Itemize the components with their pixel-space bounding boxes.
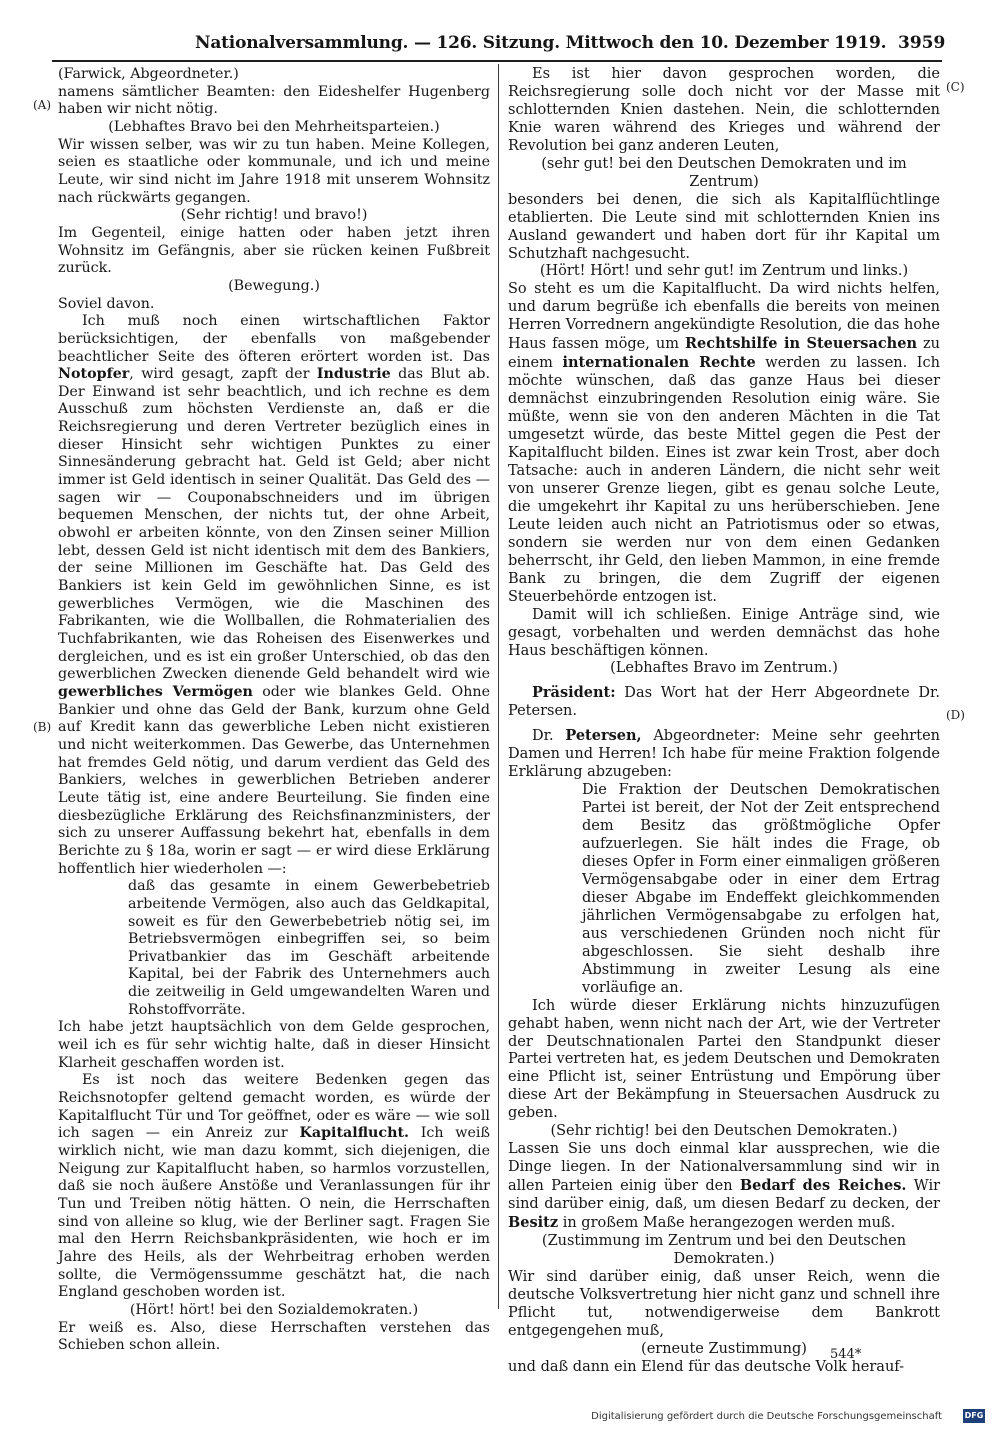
- text-run: zu einem: [508, 336, 940, 372]
- paragraph: Ich habe jetzt hauptsächlich von dem Gelde gesprochen, weil ich es für sehr wichtig halte, daß in dieser Hinsicht Klarheit geschaffen worden ist.: [58, 1019, 490, 1071]
- column-divider: [498, 64, 499, 1309]
- emphasis-industrie: Industrie: [316, 366, 391, 383]
- interjection: (Sehr richtig! und bravo!): [180, 207, 368, 224]
- digitization-credit: Digitalisierung gefördert durch die Deutsche Forschungsgemeinschaft: [591, 1411, 942, 1422]
- emphasis-rechtshilfe: Rechtshilfe in Steuersachen: [685, 335, 917, 353]
- margin-marker-a: (A): [33, 98, 52, 112]
- text-run: Wir sind darüber einig, daß, um diesen Bedarf zu decken, der: [508, 1178, 941, 1213]
- emphasis-gewerbliches-vermoegen: gewerbliches Vermögen: [58, 683, 253, 700]
- emphasis-notopfer: Notopfer: [58, 366, 130, 383]
- page-number: 3959: [898, 33, 946, 53]
- emphasis-internationalen-rechte: internationalen Rechte: [562, 354, 756, 372]
- text-run: Ich weiß wirklich nicht, wie man dazu kommt, sich diejenigen, die Neigung zur Kapitalflucht haben, so harmlos vorzustellen, daß sie noch äußere Anstöße und Veranlassungen für ihr Tun und Treiben nötig hätten. O nein, die Herrschaften sind von alleine so klug, wie der Berliner sagt. Fragen Sie mal den Herrn Reichsbankpräsidenten, wie hoch er im Jahre des Heils, als der Wehrbeitrag erhoben werden sollte, die Vermögenssumme geschätzt hat, die nach England geschoben worden ist.: [58, 1125, 490, 1301]
- block-quote: daß das gesamte in einem Gewerbebetrieb arbeitende Vermögen, also auch das Geldkapital, soweit es für den Gewerbebetrieb nötig sei, im Betriebsvermögen einbegriffen sei, so beim Privatbankier das im Geschäft arbeitende Kapital, bei der Fabrik des Unternehmers auch die zeitweilig in Geld umgewandelten Waren und Rohstoffvorräte.: [128, 878, 490, 1018]
- interjection: (Lebhaftes Bravo im Zentrum.): [610, 660, 838, 677]
- paragraph: Soviel davon.: [58, 295, 155, 312]
- interjection: (Hört! Hört! und sehr gut! im Zentrum und links.): [539, 263, 909, 280]
- interjection: (Sehr richtig! bei den Deutschen Demokraten.): [550, 1123, 898, 1140]
- president-statement: [508, 684, 940, 721]
- text-run: Abgeordneter: Meine sehr geehrten Damen und Herren! Ich habe für meine Fraktion folgende Erklärung abzugeben:: [508, 728, 940, 781]
- paragraph: [508, 281, 940, 606]
- paragraph: Es ist hier davon gesprochen worden, die Reichsregierung solle doch nicht vor der Masse mit schlotternden Knien dastehen. Nein, die schlotternden Knie waren während des Krieges und während der Revolution bei ganz anderen Leuten,: [508, 66, 940, 154]
- text-run: , wird gesagt, zapft der: [129, 366, 317, 383]
- header-rule: [52, 60, 942, 62]
- text-run: So steht es um die Kapitalflucht. Da wird nichts helfen, und darum begrüße ich ebenfalls die bereits von meinen Herren Vorrednern angekündigte Resolution, die das hohe Haus fassen möge, um: [508, 281, 941, 353]
- interjection: (Zustimmung im Zentrum und bei den Deutschen Demokraten.): [541, 1233, 907, 1267]
- paragraph: besonders bei denen, die sich als Kapitalflüchtlinge etablierten. Die Leute sind mit schlotternden Knien ins Ausland gewandert und haben dort für ihr Kapital um Schutzhaft nachgesucht.: [508, 191, 940, 262]
- speaker-continuation-label: (Farwick, Abgeordneter.): [58, 66, 239, 82]
- speaker-intro: [508, 727, 940, 782]
- interjection: (Hört! hört! bei den Sozialdemokraten.): [129, 1301, 419, 1318]
- text-run: in großem Maße herangezogen werden muß.: [558, 1215, 896, 1232]
- right-column: [508, 66, 940, 1377]
- paragraph: Er weiß es. Also, diese Herrschaften verstehen das Schieben schon allein.: [58, 1319, 490, 1354]
- paragraph: Im Gegenteil, einige hatten oder haben jetzt ihren Wohnsitz im Gefängnis, aber sie rücken keinen Fußbreit zurück.: [58, 224, 490, 277]
- text-run: Lassen Sie uns doch einmal klar aussprechen, wie die Dinge liegen. In der Nationalversammlung sind wir in allen Parteien einig über den: [508, 1141, 940, 1195]
- paragraph: Wir wissen selber, was wir zu tun haben. Meine Kollegen, seien es staatliche oder kommunale, und ich und meine Leute, wir sind nicht im Jahre 1918 mit unserem Wohnsitz nach rückwärts gegangen.: [58, 136, 490, 206]
- dfg-logo-icon: DFG: [963, 1409, 985, 1423]
- paragraph: [508, 1141, 940, 1233]
- paragraph: Damit will ich schließen. Einige Anträge sind, wie gesagt, vorbehalten und werden demnächst das hohe Haus beschäftigen können.: [508, 606, 940, 659]
- left-column: [58, 66, 490, 1355]
- paragraph: namens sämtlicher Beamten: den Eideshelfer Hugenberg haben wir nicht nötig.: [58, 83, 490, 118]
- margin-marker-c: (C): [946, 80, 965, 94]
- emphasis-bedarf-des-reiches: Bedarf des Reiches.: [739, 1177, 907, 1195]
- margin-marker-b: (B): [33, 720, 52, 734]
- paragraph: [58, 1072, 490, 1302]
- text-run: werden zu lassen. Ich möchte wünschen, daß das ganze Haus bei dieser demnächst einzubringenden Resolution einig wäre. Sie müßte, wenn sie von den anderen Mächten in die Tat umgesetzt würde, das beste Mittel gegen die Pest der Kapitalflucht bilden. Eines ist zwar kein Trost, aber doch Tatsache: auch in anderen Ländern, die nicht sehr weit von unserer Grenze liegen, gibt es genau solche Leute, die umgekehrt ihr Kapital zu uns herüberschieben. Jene Leute leiden auch nicht an Patriotismus oder so etwas, sondern sie werden nur von dem einen Gedanken beherrscht, ihr Geld, den lieben Mammon, in eine fremde Bank zu bringen, die dem Zugriff der eigenen Steuerbehörde entzogen ist.: [508, 355, 940, 605]
- paragraph: und daß dann ein Elend für das deutsche Volk herauf-: [508, 1358, 905, 1375]
- speaker-label-praesident: Präsident:: [532, 684, 616, 702]
- speaker-name-petersen: Petersen,: [565, 727, 642, 745]
- interjection: (erneute Zustimmung): [641, 1340, 807, 1357]
- block-quote: Die Fraktion der Deutschen Demokratischen Partei ist bereit, der Not der Zeit entsprechend dem Besitz das größtmögliche Opfer aufzuerlegen. Sie hält indes die Frage, ob dieses Opfer in Form einer einmaligen größeren Vermögensabgabe oder in einer dem Ertrag dieser Abgabe im Endeffekt gleichkommenden jährlichen Vermögensabgabe zu erfolgen hat, aus verschiedenen Gründen noch nicht für abgeschlossen. Sie sieht deshalb ihre Abstimmung in zweiter Lesung als eine vorläufige an.: [582, 782, 940, 996]
- text-run: Das Wort hat der Herr Abgeordnete Dr. Petersen.: [508, 685, 940, 720]
- emphasis-kapitalflucht: Kapitalflucht.: [299, 1125, 409, 1142]
- emphasis-besitz: Besitz: [508, 1214, 559, 1232]
- margin-marker-d: (D): [946, 708, 965, 722]
- text-run: Dr.: [532, 728, 566, 745]
- paragraph: [58, 313, 490, 878]
- signature-mark: 544*: [830, 1347, 862, 1362]
- interjection: (Lebhaftes Bravo bei den Mehrheitsparteien.): [108, 118, 440, 135]
- page-header-title: Nationalversammlung. — 126. Sitzung. Mittwoch den 10. Dezember 1919.: [195, 33, 887, 53]
- text-run: oder wie blankes Geld. Ohne Bankier und ohne das Geld der Bank, kurzum ohne Geld auf Kredit kann das gewerbliche Leben nicht existieren und nicht weiterkommen. Das Gewerbe, das Unternehmen hat fremdes Geld nötig, und darum verdient das Geld des Bankiers, welches in gewerblichen Betrieben anderer Leute tätig ist, eine andere Beurteilung. Sie finden eine diesbezügliche Erklärung des Reichsfinanzministers, der sich zu unserer Auffassung bekehrt hat, ebenfalls in dem Berichte zu § 18a, worin er sagt — er wird diese Erklärung hoffentlich hier wiederholen —:: [58, 683, 491, 877]
- text-run: das Blut ab. Der Einwand ist sehr beachtlich, und ich rechne es dem Ausschuß zum höchsten Verdienste an, daß er die Reichsregierung und deren Vertreter bezüglich eines in dieser Hinsicht sehr wichtigen Punktes zu einer Sinnesänderung gebracht hat. Geld ist Geld; aber nicht immer ist Geld identisch in seiner Qualität. Das Geld des — sagen wir — Couponabschneiders und im übrigen bequemen Menschen, der nichts tut, der ohne Arbeit, obwohl er arbeiten könnte, von den Zinsen seiner Million lebt, dessen Geld ist nicht identisch mit dem des Bankiers, der seine Millionen im Geschäfte hat. Das Geld des Bankiers ist kein Geld im gewöhnlichen Sinne, es ist gewerbliches Vermögen, wie die Maschinen des Fabrikanten, wie die Wollballen, die Rohmaterialien des Tuchfabrikanten, wie das Roheisen des Eisenwerkes und dergleichen, und es ist ein großer Unterschied, ob das den gewerblichen Zwecken dienende Geld behandelt wird wie: [58, 366, 490, 683]
- paragraph: Ich würde dieser Erklärung nichts hinzuzufügen gehabt haben, wenn nicht nach der Art, wie der Vertreter der Deutschnationalen Partei den Standpunkt dieser Partei vertreten hat, es jedem Deutschen und Demokraten eine Pflicht ist, seiner Entrüstung und Empörung über diese Art der Bekämpfung in Steuersachen Ausdruck zu geben.: [508, 997, 940, 1122]
- text-run: Ich muß noch einen wirtschaftlichen Faktor berücksichtigen, der ebenfalls von maßgebender beachtlicher Seite des öfteren erörtert worden ist. Das: [58, 313, 490, 365]
- interjection: (Bewegung.): [228, 277, 320, 294]
- paragraph: Wir sind darüber einig, daß unser Reich, wenn die deutsche Volksvertretung hier nicht ganz und schnell ihre Pflicht tut, notwendigerweise dem Bankrott entgegengehen muß,: [508, 1268, 940, 1339]
- text-run: Es ist noch das weitere Bedenken gegen das Reichsnotopfer geltend gemacht worden, es würde der Kapitalflucht Tür und Tor geöffnet, oder es wäre — wie soll ich sagen — ein Anreiz zur: [58, 1072, 490, 1142]
- interjection: (sehr gut! bei den Deutschen Demokraten und im Zentrum): [541, 155, 907, 190]
